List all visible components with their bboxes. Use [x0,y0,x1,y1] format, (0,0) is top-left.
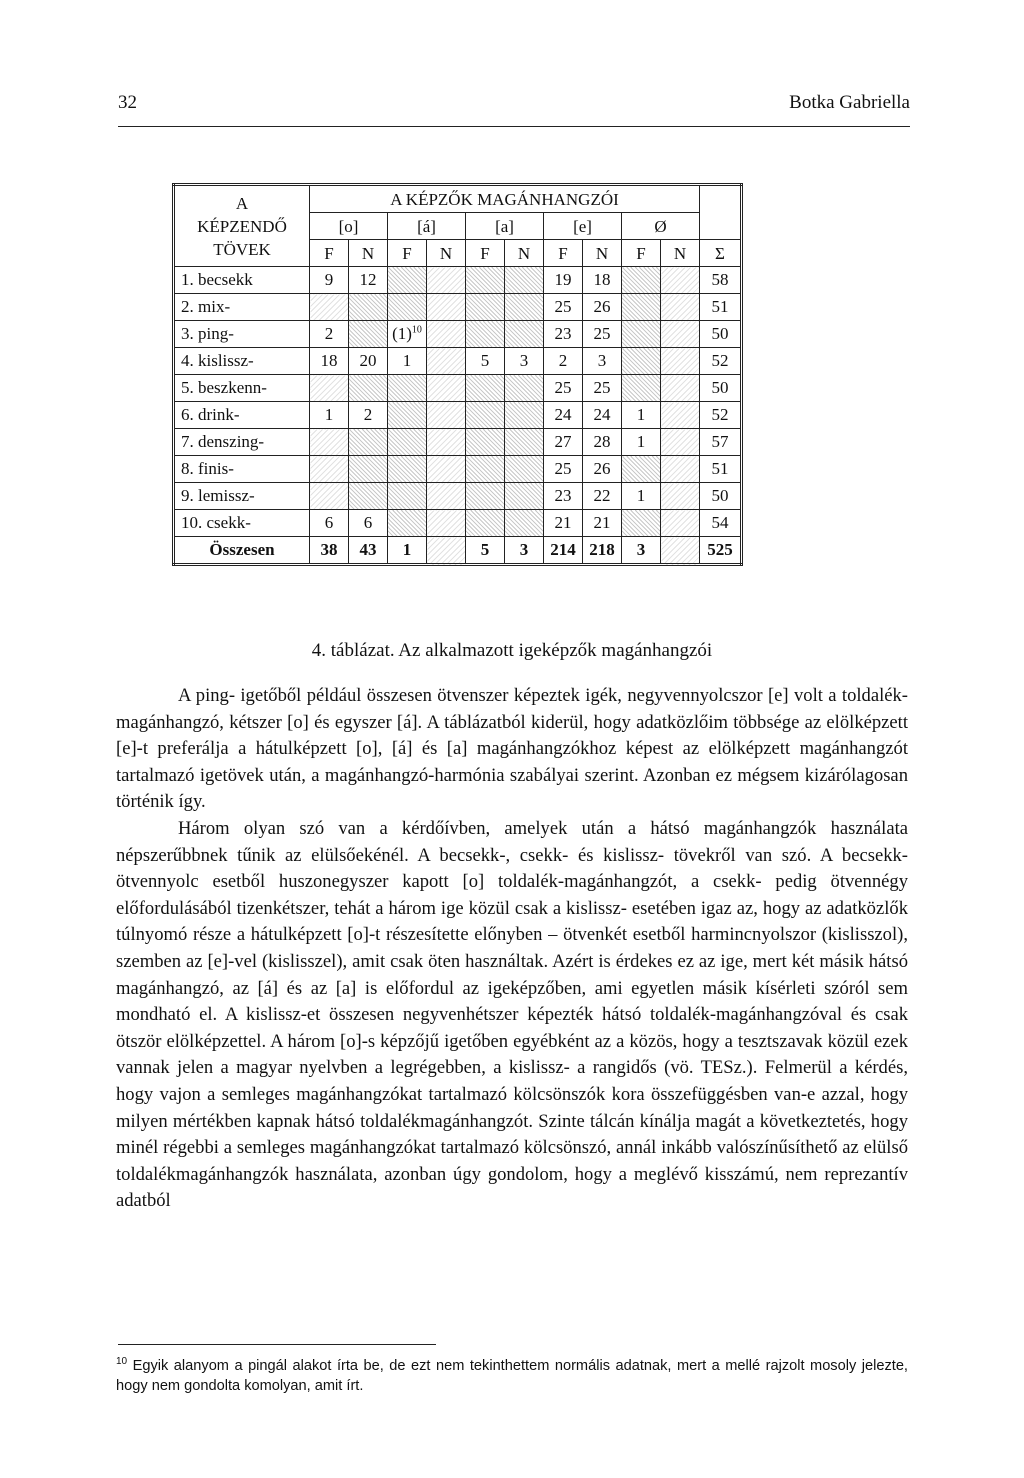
cell-value: 24 [593,405,611,424]
cell-value: 9 [324,270,334,289]
page-header [118,90,910,127]
table-row [174,348,742,375]
value-cell [661,537,700,565]
row-header-line: TÖVEK [213,239,271,259]
row-label: 5. beszkenn- [174,375,310,402]
cell-value: 26 [593,297,611,316]
value-cell [310,375,349,402]
row-header-line: A [235,193,249,213]
value-cell [622,483,661,510]
page-number: 32 [118,92,137,113]
row-header-cell [174,185,310,267]
value-cell [622,537,661,565]
vowel-header: [á] [388,213,466,240]
cell-value: 1 [636,432,646,451]
value-cell [622,510,661,537]
value-cell [310,456,349,483]
cell-value: 43 [359,540,377,559]
cell-value: 19 [554,270,572,289]
value-cell [349,267,388,294]
cell-value: 24 [554,405,572,424]
value-cell [310,510,349,537]
cell-value: 3 [519,540,529,559]
table-header-row-1 [174,185,742,213]
value-cell [427,375,466,402]
value-cell [427,267,466,294]
value-cell [349,321,388,348]
table-row [174,402,742,429]
row-header-line: KÉPZENDŐ [197,216,287,236]
cell-value: 1 [402,540,412,559]
cell-value: 3 [636,540,646,559]
cell-value: 2 [363,405,373,424]
value-cell [505,510,544,537]
value-cell [544,402,583,429]
value-cell [505,429,544,456]
vowel-header: [o] [310,213,388,240]
row-sum: 50 [700,483,742,510]
footnote [116,1352,908,1396]
value-cell [466,321,505,348]
value-cell [427,510,466,537]
value-cell [427,483,466,510]
value-cell [583,375,622,402]
value-cell [466,456,505,483]
subcol-header: N [661,240,700,267]
value-cell [466,294,505,321]
value-cell [466,537,505,565]
value-cell [583,429,622,456]
row-sum: 57 [700,429,742,456]
vowel-table-wrapper [172,183,743,566]
value-cell [427,294,466,321]
value-cell [544,537,583,565]
cell-value: 6 [324,513,334,532]
cell-value: 6 [363,513,373,532]
row-label: 7. denszing- [174,429,310,456]
value-cell [505,375,544,402]
value-cell [661,348,700,375]
value-cell [583,537,622,565]
value-cell [427,537,466,565]
row-label: 3. ping- [174,321,310,348]
row-sum: 52 [700,348,742,375]
row-label: 8. finis- [174,456,310,483]
value-cell [427,348,466,375]
value-cell [661,294,700,321]
cell-value: 3 [597,351,607,370]
row-sum: 525 [700,537,742,565]
cell-value: 20 [359,351,377,370]
row-label: 10. csekk- [174,510,310,537]
value-cell [583,456,622,483]
value-cell [583,483,622,510]
row-sum: 51 [700,294,742,321]
cell-value: 2 [558,351,568,370]
value-cell [310,267,349,294]
paragraph-1: A ping- igetőből például összesen ötvenszer képeztek igék, negyvennyolcszor [e] volt a toldalék-magánhangzó, kétszer [o] és egyszer [á]. A táblázatból kiderül, hogy adatközlőim többsége az elölképzett [e]-t preferálja a hátulképzett [o], [á] és [a] magánhangzókhoz képest az elölképzett magánhangzót tartalmazó igetövek után, a magánhangzó-harmónia szabályai szerint. Azonban ez mégsem kizárólagosan történik így. [116,685,908,813]
subcol-header: F [388,240,427,267]
value-cell [544,321,583,348]
cell-value: 25 [593,324,611,343]
footnote-rule [118,1344,436,1345]
value-cell [310,537,349,565]
value-cell [622,375,661,402]
value-cell [544,510,583,537]
cell-value: (1) [392,324,412,343]
row-sum: 54 [700,510,742,537]
value-cell [310,348,349,375]
value-cell [544,456,583,483]
vowel-table [172,183,743,566]
cell-value: 218 [589,540,615,559]
value-cell [583,321,622,348]
cell-value: 1 [636,405,646,424]
value-cell [622,429,661,456]
row-label: 9. lemissz- [174,483,310,510]
value-cell [388,348,427,375]
value-cell [661,429,700,456]
cell-value: 1 [636,486,646,505]
subcol-header: N [349,240,388,267]
row-label: 4. kislissz- [174,348,310,375]
value-cell [388,510,427,537]
footnote-marker: 10 [116,1356,128,1367]
value-cell [544,429,583,456]
row-sum: 50 [700,375,742,402]
value-cell [505,537,544,565]
value-cell [349,375,388,402]
value-cell [349,402,388,429]
value-cell [466,348,505,375]
value-cell [310,294,349,321]
value-cell [544,483,583,510]
value-cell [622,402,661,429]
subcol-header: N [505,240,544,267]
value-cell [466,402,505,429]
cell-value: 38 [320,540,338,559]
row-label: 2. mix- [174,294,310,321]
subcol-header: F [466,240,505,267]
cell-value: 2 [324,324,334,343]
subcol-header: F [544,240,583,267]
value-cell [583,402,622,429]
vowel-header: Ø [622,213,700,240]
row-label: 1. becsekk [174,267,310,294]
value-cell [505,267,544,294]
value-cell [427,456,466,483]
subcol-header: F [622,240,661,267]
value-cell [388,267,427,294]
value-cell [544,375,583,402]
table-row [174,429,742,456]
value-cell [466,510,505,537]
body-text [116,683,908,1215]
cell-value: 21 [593,513,611,532]
cell-value: 18 [320,351,338,370]
value-cell [349,429,388,456]
value-cell [622,294,661,321]
row-sum: 52 [700,402,742,429]
value-cell [583,348,622,375]
value-cell [349,510,388,537]
value-cell [583,267,622,294]
value-cell [388,375,427,402]
value-cell [466,267,505,294]
cell-value: 23 [554,324,572,343]
cell-value: 1 [402,351,412,370]
sum-header: Σ [700,240,742,267]
value-cell [505,348,544,375]
value-cell [505,483,544,510]
cell-value: 214 [550,540,576,559]
value-cell [466,429,505,456]
value-cell [583,510,622,537]
value-cell [505,294,544,321]
cell-value: 18 [593,270,611,289]
vowel-header: [e] [544,213,622,240]
value-cell [388,429,427,456]
cell-value: 22 [593,486,611,505]
row-sum: 50 [700,321,742,348]
value-cell [505,456,544,483]
value-cell [622,456,661,483]
value-cell [466,483,505,510]
table-row [174,267,742,294]
subcol-header: F [310,240,349,267]
value-cell [427,321,466,348]
value-cell [661,510,700,537]
table-row [174,294,742,321]
cell-value: 12 [359,270,377,289]
value-cell [310,483,349,510]
table-row [174,456,742,483]
value-cell [622,267,661,294]
cell-value: 5 [480,351,490,370]
value-cell [661,483,700,510]
cell-value: 23 [554,486,572,505]
value-cell [661,456,700,483]
value-cell [349,537,388,565]
value-cell [466,375,505,402]
table-row [174,321,742,348]
value-cell [388,483,427,510]
value-cell [583,294,622,321]
cell-value: 25 [554,297,572,316]
value-cell [310,321,349,348]
running-author: Botka Gabriella [789,92,910,113]
value-cell [661,375,700,402]
vowel-header: [a] [466,213,544,240]
cell-value: 21 [554,513,572,532]
cell-value: 25 [554,459,572,478]
paragraph-2: Három olyan szó van a kérdőívben, amelyek után a hátsó magánhangzók használata népszerűbbnek tűnik az elülsőekénél. A becsekk-, csekk- és kislissz- tövekről van szó. A becsekk- ötvennyolc esetből huszonegyszer kapott [o] toldalék-magánhangzót, a csekk- pedig ötvennégy előfordulásából tizenkétszer, tehát a három ige közül csak a kislissz- esetében igaz az, hogy az adatközlők túlnyomó része a hátulképzett [o]-t részesítette előnyben – ötvenkét esetből harmincnyolszor (kislisszol), szemben az [e]-vel (kislisszel), amit csak öten használtak. Azért is érdekes ez az ige, mert két másik hátsó magánhangzó, az [á] és az [a] is előfordul az igeképzőben, ami egyetlen másik kísérleti szóról sem mondható el. A kislissz-et összesen negyvenhétszer képezték hátsó toldalék-magánhangzóval és csak ötször elölképzettel. A három [o]-s képzőjű igetőben egyébként az a közös, hogy a tesztszavak közül ezek vannak jelen a magyar nyelvben a legrégebben, a kislissz- a rangidős (vö. TESz.). Felmerül a kérdés, hogy vajon a semleges magánhangzókat tartalmazó kölcsönszók kora összefüggésben van-e azzal, hogy milyen mértékben kapnak hátsó toldalékmagánhangzót. Szinte tálcán kínálja magát a következtetés, hogy minél régebbi a semleges magánhangzókat tartalmazó kölcsönszó, annál inkább valószínűsíthető az elülső toldalékmagánhangzók használata, azonban úgy gondolom, hogy a meglévő kisszámú, nem reprezantív adatból [116,817,908,1212]
value-cell [388,456,427,483]
value-cell [661,321,700,348]
value-cell [427,429,466,456]
cell-value: 26 [593,459,611,478]
footnote-text: Egyik alanyom a pingál alakot írta be, de ezt nem tekinthettem normális adatnak, mert a mellé rajzolt mosoly jelezte, hogy nem gondolta komolyan, amit írt. [116,1357,908,1394]
cell-value: 25 [593,378,611,397]
value-cell [388,294,427,321]
cell-value: 28 [593,432,611,451]
value-cell [505,402,544,429]
value-cell [544,267,583,294]
value-cell [349,294,388,321]
value-cell [349,348,388,375]
value-cell [349,483,388,510]
table-row [174,483,742,510]
row-label: 6. drink- [174,402,310,429]
sum-header-blank [700,185,742,240]
cell-value: 3 [519,351,529,370]
value-cell [310,402,349,429]
value-cell [661,402,700,429]
row-sum: 58 [700,267,742,294]
value-cell [622,348,661,375]
value-cell [661,267,700,294]
value-cell [388,321,427,348]
row-label: Összesen [174,537,310,565]
row-sum: 51 [700,456,742,483]
total-row [174,537,742,565]
table-caption: 4. táblázat. Az alkalmazott igeképzők magánhangzói [311,640,713,661]
value-cell [388,402,427,429]
value-cell [505,321,544,348]
group-title: A KÉPZŐK MAGÁNHANGZÓI [310,185,700,213]
value-cell [310,429,349,456]
table-row [174,375,742,402]
value-cell [622,321,661,348]
value-cell [349,456,388,483]
value-cell [388,537,427,565]
cell-value: 25 [554,378,572,397]
subcol-header: N [427,240,466,267]
value-cell [427,402,466,429]
subcol-header: N [583,240,622,267]
footnote-ref: 10 [411,324,422,336]
cell-value: 27 [554,432,572,451]
cell-value: 5 [480,540,490,559]
value-cell [544,294,583,321]
cell-value: 1 [324,405,334,424]
table-row [174,510,742,537]
value-cell [544,348,583,375]
